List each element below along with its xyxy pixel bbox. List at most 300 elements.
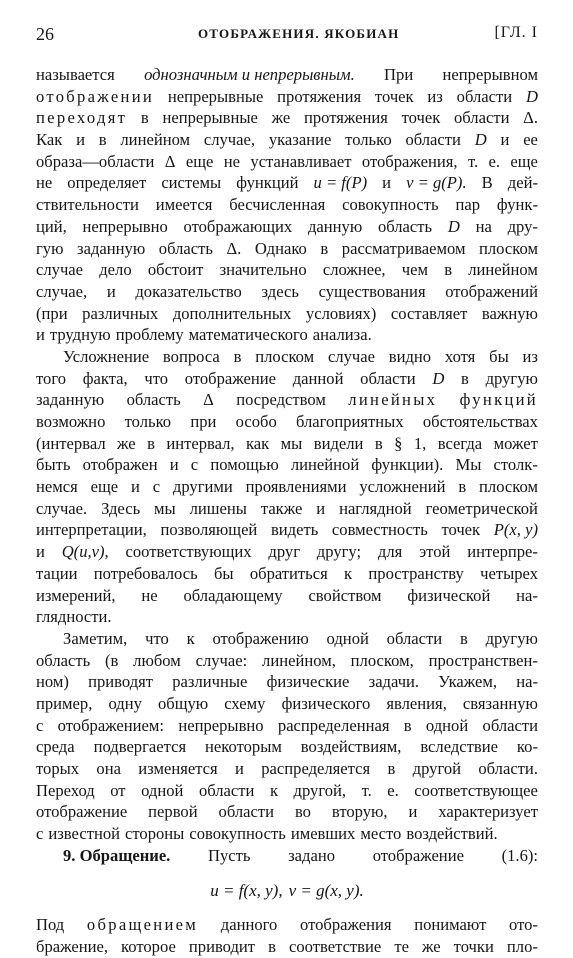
word: точки bbox=[453, 937, 494, 957]
word: Пусть bbox=[208, 845, 251, 865]
word: пло- bbox=[506, 937, 538, 957]
text-line bbox=[36, 801, 538, 823]
word: При bbox=[384, 65, 414, 84]
word: области bbox=[386, 628, 443, 648]
word: совокупность bbox=[189, 824, 286, 844]
word: дело bbox=[99, 260, 132, 280]
word: всегда bbox=[437, 433, 483, 453]
word: и bbox=[76, 130, 85, 150]
word: дей- bbox=[507, 173, 538, 193]
word: дополнительных bbox=[172, 303, 292, 323]
word: отображение bbox=[184, 368, 277, 388]
text-line bbox=[36, 736, 538, 758]
word: D bbox=[525, 86, 538, 106]
word: u = f(P) bbox=[313, 173, 368, 193]
text-line bbox=[36, 585, 538, 607]
text-line bbox=[36, 715, 538, 737]
word: в bbox=[444, 260, 453, 280]
word: линейном, bbox=[262, 650, 336, 670]
word: области bbox=[456, 86, 513, 106]
word: (при bbox=[36, 303, 68, 323]
text-line bbox=[36, 86, 538, 108]
word: Однако bbox=[254, 238, 307, 258]
word: области. bbox=[478, 759, 538, 778]
word: существования bbox=[318, 281, 426, 301]
word: ном) bbox=[36, 672, 69, 692]
word: бесчисленная bbox=[229, 195, 326, 215]
word: и bbox=[169, 455, 179, 475]
word: непрерывно bbox=[178, 715, 264, 735]
word: мы bbox=[154, 498, 176, 518]
word: с bbox=[36, 715, 44, 735]
paragraph-gap bbox=[36, 866, 538, 876]
word: помощью bbox=[210, 455, 279, 475]
word: Как bbox=[36, 130, 63, 150]
word: приводят bbox=[88, 672, 154, 692]
text-line bbox=[36, 498, 538, 520]
word: физического bbox=[281, 693, 371, 713]
word: трудную bbox=[49, 325, 111, 345]
word: системы bbox=[161, 173, 222, 193]
word: задачи. bbox=[368, 672, 420, 692]
word: D bbox=[432, 368, 445, 388]
word: линейной bbox=[290, 455, 360, 475]
word: как bbox=[246, 433, 270, 453]
word: с bbox=[190, 455, 199, 475]
word: к bbox=[344, 563, 353, 583]
word: отображающих bbox=[183, 216, 293, 236]
word: функции). bbox=[371, 455, 444, 475]
word: же bbox=[117, 433, 136, 453]
word: изменяется bbox=[138, 759, 218, 778]
word: данную bbox=[307, 216, 363, 236]
word: обстоит bbox=[147, 260, 204, 280]
word: вследствие bbox=[420, 737, 498, 757]
word: особо bbox=[235, 412, 277, 431]
word: пар bbox=[455, 195, 481, 215]
text-line bbox=[36, 129, 538, 151]
word: отображения, bbox=[361, 151, 458, 171]
word: P(x, y) bbox=[493, 520, 538, 540]
word: 1, bbox=[413, 433, 427, 453]
word: в bbox=[98, 130, 107, 150]
paragraph-gap bbox=[36, 904, 538, 914]
word: интерпретации, bbox=[36, 520, 147, 540]
text-line bbox=[36, 324, 538, 346]
word: связанную bbox=[462, 693, 538, 713]
word: торых bbox=[36, 759, 80, 778]
word: известной bbox=[48, 824, 121, 844]
word: в bbox=[374, 433, 383, 453]
text-line bbox=[36, 194, 538, 216]
text-line bbox=[36, 151, 538, 173]
word: одной bbox=[425, 715, 469, 735]
text-line bbox=[36, 346, 538, 368]
word: этой bbox=[419, 542, 451, 562]
word: что bbox=[145, 628, 169, 648]
word: четырех bbox=[480, 563, 538, 583]
word: одну bbox=[108, 693, 142, 713]
text-line bbox=[36, 628, 538, 650]
word: интерпре- bbox=[467, 542, 538, 562]
text-line bbox=[36, 454, 538, 476]
word: в bbox=[461, 368, 469, 388]
word: плоском bbox=[479, 477, 538, 497]
word: еще bbox=[185, 151, 214, 171]
word: и bbox=[235, 759, 244, 778]
word: т. bbox=[467, 151, 479, 171]
word: первой bbox=[148, 802, 198, 822]
word: видно bbox=[388, 346, 432, 366]
word: распределяется bbox=[261, 759, 371, 778]
text-line bbox=[36, 368, 538, 390]
word: быть bbox=[36, 455, 71, 475]
word: в bbox=[387, 759, 396, 778]
word: случае bbox=[36, 260, 84, 280]
word: и bbox=[36, 542, 45, 562]
word: в bbox=[268, 937, 276, 957]
running-title: ОТОБРАЖЕНИЯ. ЯКОБИАН bbox=[198, 26, 400, 41]
word: обращением bbox=[86, 915, 199, 935]
word: области bbox=[198, 780, 255, 800]
word: v = g(P). bbox=[406, 173, 467, 193]
word: вторую, bbox=[331, 802, 388, 822]
word: проявлениями bbox=[245, 477, 347, 497]
text-line bbox=[36, 107, 538, 129]
word: данного bbox=[220, 915, 278, 935]
word: любом bbox=[133, 650, 181, 670]
word: только bbox=[124, 412, 172, 431]
word: непрерывные bbox=[162, 108, 258, 128]
word: и bbox=[500, 130, 510, 150]
word: измерений, bbox=[36, 585, 116, 605]
word: столк- bbox=[493, 455, 538, 475]
word: Q(u,v), bbox=[61, 542, 109, 562]
word: однозначным и непрерывным. bbox=[144, 65, 355, 84]
word: хотя bbox=[444, 346, 476, 366]
word: задано bbox=[288, 845, 336, 865]
word: и bbox=[382, 173, 392, 193]
text-line bbox=[36, 519, 538, 541]
word: другу; bbox=[316, 542, 362, 562]
text-line bbox=[36, 914, 538, 936]
word: одной bbox=[141, 780, 184, 800]
word: друг bbox=[268, 542, 300, 562]
word: пространству bbox=[368, 563, 464, 583]
word: которое bbox=[121, 937, 176, 957]
word: области bbox=[453, 108, 510, 128]
text-line bbox=[36, 823, 538, 845]
word: отображению bbox=[212, 628, 309, 648]
word: чем bbox=[401, 260, 429, 280]
word: для bbox=[377, 542, 403, 562]
word: отображений bbox=[445, 281, 538, 301]
word: еще bbox=[90, 477, 119, 497]
word: факта, bbox=[82, 368, 128, 388]
word: стороны bbox=[125, 824, 185, 844]
word: D bbox=[447, 216, 460, 236]
word: область bbox=[158, 238, 213, 258]
word: и bbox=[130, 477, 140, 497]
word: линейных bbox=[348, 390, 438, 410]
word: Δ. bbox=[523, 108, 538, 128]
word: в bbox=[147, 433, 155, 453]
word: область bbox=[126, 390, 181, 410]
text-line bbox=[36, 411, 538, 433]
word: случае, bbox=[36, 281, 88, 301]
word: не bbox=[36, 173, 53, 193]
word: воздействиям, bbox=[300, 737, 402, 757]
word: заданную bbox=[36, 390, 105, 410]
word: пример, bbox=[36, 693, 93, 713]
word: Мы bbox=[455, 455, 482, 475]
word: области bbox=[360, 368, 416, 388]
text-line bbox=[36, 671, 538, 693]
word: ций, bbox=[36, 216, 67, 236]
word: рассматриваемом bbox=[341, 238, 466, 258]
word: физической bbox=[407, 585, 491, 605]
word: на- bbox=[516, 672, 538, 692]
word: обратиться bbox=[249, 563, 328, 583]
word: гую bbox=[36, 238, 64, 258]
word: называется bbox=[36, 65, 115, 84]
word: заданную bbox=[77, 238, 146, 258]
word: что bbox=[144, 368, 169, 388]
word: может bbox=[493, 433, 538, 453]
text-line bbox=[36, 238, 538, 260]
word: другой, bbox=[293, 780, 347, 800]
word: (в bbox=[104, 650, 119, 670]
text-line bbox=[36, 389, 538, 411]
word: т. bbox=[361, 780, 372, 800]
word: совместность bbox=[331, 520, 428, 540]
word: она bbox=[96, 759, 121, 778]
word: непрерывные bbox=[167, 86, 264, 106]
word: Здесь bbox=[101, 498, 141, 518]
word: устанавливает bbox=[250, 151, 352, 171]
text-line bbox=[36, 845, 538, 867]
word: некоторым bbox=[205, 737, 282, 757]
word: ко- bbox=[516, 737, 538, 757]
text-line bbox=[36, 936, 538, 958]
word: переходят bbox=[36, 108, 128, 128]
word: анализа. bbox=[312, 325, 372, 345]
word: в bbox=[140, 108, 149, 128]
word: важную bbox=[481, 303, 538, 323]
word: понимают bbox=[414, 915, 487, 935]
word: же bbox=[421, 937, 441, 957]
word: усложнений bbox=[359, 477, 446, 497]
word: в bbox=[459, 628, 468, 648]
word: и bbox=[316, 498, 326, 518]
word: отображение bbox=[372, 845, 464, 865]
word: и bbox=[408, 802, 418, 822]
word: (интервал bbox=[36, 433, 106, 453]
word: имевших bbox=[290, 824, 356, 844]
word: данной bbox=[292, 368, 344, 388]
formula-line bbox=[36, 876, 538, 904]
page-number: 26 bbox=[36, 24, 54, 44]
word: ее bbox=[523, 130, 538, 150]
word: одной bbox=[326, 628, 369, 648]
word: области bbox=[482, 715, 538, 735]
text-line bbox=[36, 563, 538, 585]
word: ото- bbox=[509, 915, 538, 935]
text-line bbox=[36, 650, 538, 672]
word: плоском bbox=[255, 346, 315, 366]
word: случае: bbox=[195, 650, 248, 670]
word: же bbox=[271, 108, 291, 128]
word: интервал, bbox=[166, 433, 235, 453]
word: общую bbox=[157, 693, 209, 713]
word: D bbox=[474, 130, 487, 150]
word: различных bbox=[82, 303, 159, 323]
word: образа—области bbox=[36, 151, 155, 171]
word: имеется bbox=[155, 195, 213, 215]
word: функ- bbox=[496, 195, 538, 215]
word: только bbox=[345, 130, 392, 150]
text-line bbox=[36, 281, 538, 303]
word: обстоятельствах bbox=[422, 412, 538, 431]
word: из bbox=[522, 346, 538, 366]
word: другими bbox=[172, 477, 233, 497]
text-line bbox=[36, 172, 538, 194]
page-header bbox=[36, 24, 538, 46]
text-line bbox=[36, 780, 538, 802]
word: другую bbox=[485, 368, 538, 388]
word: область bbox=[36, 650, 91, 670]
word: сложнее, bbox=[322, 260, 386, 280]
word: свойством bbox=[308, 585, 382, 605]
word: тации bbox=[36, 563, 78, 583]
word: отображения bbox=[300, 915, 392, 935]
word: u = f(x, y), bbox=[210, 881, 283, 901]
word: в bbox=[233, 346, 242, 366]
word: характеризует bbox=[438, 802, 538, 822]
text-line bbox=[36, 259, 538, 281]
word: и bbox=[36, 325, 45, 345]
word: точек bbox=[441, 520, 481, 540]
text-line bbox=[36, 476, 538, 498]
text-line bbox=[36, 433, 538, 455]
word: линейном bbox=[120, 130, 191, 150]
word: случае. bbox=[36, 498, 88, 518]
word: воздействий. bbox=[406, 824, 498, 844]
word: плоском, bbox=[350, 650, 414, 670]
word: с bbox=[152, 477, 161, 497]
word: (1.6): bbox=[501, 845, 538, 865]
word: обладающему bbox=[183, 585, 283, 605]
word: бражение, bbox=[36, 937, 108, 957]
word: физические bbox=[266, 672, 350, 692]
word: соответствующих bbox=[125, 542, 252, 562]
word: к bbox=[186, 628, 195, 648]
word: отображение bbox=[36, 802, 128, 822]
word: мы bbox=[280, 433, 303, 453]
word: бы bbox=[213, 563, 234, 583]
word: видеть bbox=[270, 520, 319, 540]
text-line bbox=[36, 606, 538, 628]
word: к bbox=[269, 780, 278, 800]
word: наглядной bbox=[339, 498, 412, 518]
text-line bbox=[36, 541, 538, 563]
word: здесь bbox=[261, 281, 299, 301]
word: глядности. bbox=[36, 607, 112, 627]
word: распределенная bbox=[277, 715, 390, 735]
text-line bbox=[36, 64, 538, 86]
word: область bbox=[377, 216, 433, 236]
word: функций bbox=[236, 173, 299, 193]
word: Укажем, bbox=[438, 672, 498, 692]
word: на- bbox=[516, 585, 538, 605]
word: при bbox=[190, 412, 217, 431]
word: в bbox=[320, 238, 329, 258]
word: отображением: bbox=[57, 715, 165, 735]
word: не bbox=[223, 151, 240, 171]
word: непрерывно bbox=[82, 216, 168, 236]
word: потребовалось bbox=[93, 563, 198, 583]
word: области bbox=[405, 130, 461, 150]
word: из bbox=[427, 86, 443, 106]
word: непрерывном bbox=[442, 65, 538, 84]
word: того bbox=[36, 368, 67, 388]
word: приводит bbox=[188, 937, 256, 957]
word: случае, bbox=[203, 130, 256, 150]
text-line bbox=[36, 303, 538, 325]
word: пространствен- bbox=[428, 650, 538, 670]
chapter-reference: [ГЛ. I bbox=[494, 24, 538, 41]
word: вопроса bbox=[162, 346, 220, 366]
word: проблему bbox=[115, 325, 184, 345]
word: от bbox=[110, 780, 126, 800]
word: Δ bbox=[203, 390, 214, 410]
word: бы bbox=[489, 346, 509, 366]
word: видели bbox=[313, 433, 364, 453]
text-line bbox=[36, 693, 538, 715]
word: е. bbox=[387, 780, 399, 800]
section-heading: 9. Обращение. bbox=[63, 845, 171, 865]
word: соответствующее bbox=[414, 780, 538, 800]
text-line bbox=[36, 758, 538, 780]
word: и bbox=[106, 281, 116, 301]
word: значительно bbox=[219, 260, 307, 280]
word: также bbox=[260, 498, 303, 518]
word: на bbox=[475, 216, 492, 236]
word: различные bbox=[172, 672, 248, 692]
word: Заметим, bbox=[63, 628, 128, 648]
word: условиях) bbox=[305, 303, 377, 323]
word: доказательство bbox=[135, 281, 242, 301]
word: математического bbox=[188, 325, 308, 345]
word: точек bbox=[401, 108, 441, 128]
word: Δ bbox=[164, 151, 176, 171]
word: геометрической bbox=[425, 498, 538, 518]
word: В bbox=[481, 173, 493, 193]
word: линейном bbox=[468, 260, 538, 280]
word: схему bbox=[224, 693, 266, 713]
word: благоприятных bbox=[295, 412, 404, 431]
word: не bbox=[141, 585, 158, 605]
word: отображении bbox=[36, 86, 155, 106]
word: посредством bbox=[236, 390, 326, 410]
word: явления, bbox=[386, 693, 447, 713]
word: определяет bbox=[67, 173, 147, 193]
word: е. bbox=[488, 151, 501, 171]
word: ствительности bbox=[36, 195, 139, 215]
word: во bbox=[294, 802, 311, 822]
page-body-text bbox=[36, 64, 538, 958]
word: Усложнение bbox=[63, 346, 150, 366]
